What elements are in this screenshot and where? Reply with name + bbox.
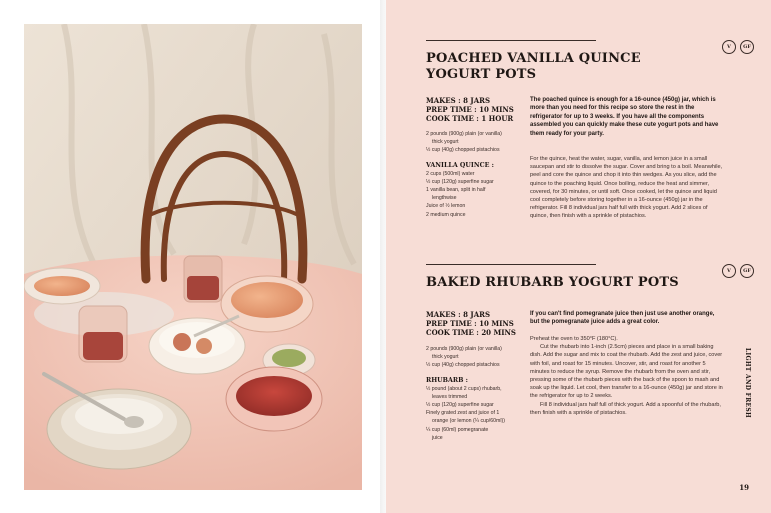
recipe-method: For the quince, heat the water, sugar, vanilla, and lemon juice in a small saucepan and stir to dissolve the sugar. Cover and bring to a boil. Meanwhile, peel and core the quince and chop it into thin wedges. As you slice, add the quince to the poaching liquid. Once boiling, reduce the heat and simmer, covered, for 30 minutes, or until soft. Once cooked, let the quince and liquid cool completely before storing together in a 16-ounce (450g) jar in the refrigerator. Fill 8 individual jars half full with thick yogurt. Add 2 slices of quince, then finish with a sprinkle of pistachios. xyxy=(530,156,723,220)
glass-bowl-rhubarb xyxy=(226,367,322,431)
page-number: 19 xyxy=(739,483,749,492)
ingredient-list xyxy=(426,130,518,219)
recipe-meta xyxy=(426,310,516,337)
glass-cup-back xyxy=(184,256,222,302)
ingredient-item: ½ cup (40g) chopped pistachios xyxy=(426,147,500,154)
recipe-meta xyxy=(426,96,514,123)
gluten-free-badge: GF xyxy=(740,40,754,54)
method-step: Fill 8 individual jars half full of thick yogurt. Add a spoonful of the rhubarb, then finish with a sprinkle of pistachios. xyxy=(530,401,721,416)
diet-badges xyxy=(722,40,754,54)
food-photo xyxy=(24,24,362,490)
ingredient-list xyxy=(426,345,518,442)
ingredient-item: Finely grated zest and juice of 1 xyxy=(426,410,500,417)
method-step: Preheat the oven to 350°F (180°C). xyxy=(530,336,618,342)
ingredient-item: Juice of ½ lemon xyxy=(426,203,466,210)
recipe-intro: If you can't find pomegranate juice then just use another orange, but the pomegranate juice adds a great color. xyxy=(530,311,715,326)
prep-time-label: PREP TIME : 10 MINS xyxy=(426,105,514,114)
ingredient-item: leaves trimmed xyxy=(432,393,468,400)
ingredient-item: ½ cup (40g) chopped pistachios xyxy=(426,362,500,369)
makes-label: MAKES : 8 JARS xyxy=(426,310,491,319)
right-page xyxy=(386,0,771,513)
ingredient-item: 2 cups (500ml) water xyxy=(426,170,475,177)
title-rule xyxy=(426,40,596,41)
ingredient-item: ½ cup (120g) superfine sugar xyxy=(426,402,494,409)
diet-badges xyxy=(722,264,754,278)
ingredient-item: 2 pounds (900g) plain (or vanilla) xyxy=(426,131,502,137)
recipe-poached-quince xyxy=(426,40,756,240)
recipe-intro: The poached quince is enough for a 16-ounce (450g) jar, which is more than you need for this recipe so store the rest in the refrigerator for up to 3 weeks. If you have all the components assembled you can quickly make these cute yogurt pots and have them ready for your party. xyxy=(530,97,719,137)
recipe-title: BAKED RHUBARB YOGURT POTS xyxy=(426,275,679,290)
recipe-title-line1: POACHED VANILLA QUINCE xyxy=(426,51,641,66)
ingredient-item: juice xyxy=(432,434,443,441)
vegetarian-badge: V xyxy=(722,264,736,278)
recipe-title-line2: YOGURT POTS xyxy=(426,67,537,82)
ingredient-subheading: RHUBARB : xyxy=(426,376,468,384)
ingredient-item: ½ cup (120g) superfine sugar xyxy=(426,178,494,185)
gluten-free-badge: GF xyxy=(740,264,754,278)
ingredient-item: orange (or lemon (¼ cup/60ml)) xyxy=(432,418,505,425)
ingredient-item: ½ pound (about 2 cups) rhubarb, xyxy=(426,385,502,392)
vegetarian-badge: V xyxy=(722,40,736,54)
ingredient-item: thick yogurt xyxy=(432,139,459,146)
cook-time-label: COOK TIME : 20 MINS xyxy=(426,328,516,337)
makes-label: MAKES : 8 JARS xyxy=(426,96,491,105)
photo-illustration xyxy=(24,24,362,490)
ingredient-item: 2 medium quince xyxy=(426,211,466,218)
ingredient-item: 2 pounds (900g) plain (or vanilla) xyxy=(426,346,502,352)
glass-bowl-left xyxy=(24,268,100,304)
ingredient-item: ¼ cup (60ml) pomegranate xyxy=(426,426,489,433)
section-side-label: LIGHT AND FRESH xyxy=(744,347,751,418)
title-rule xyxy=(426,264,596,265)
ingredient-item: thick yogurt xyxy=(432,354,459,361)
method-step: Cut the rhubarb into 1-inch (2.5cm) pieces and place in a small baking dish. Add the sugar and mix to coat the rhubarb. Add the zest and juice, cover with foil, and roast for 15 minutes. Uncover, stir, and roast for another 5 minutes to reduce the syrup. Remove the rhubarb from the oven and stir, pressing some of the rhubarb pieces with the back of the spoon to mash and soak up the liquid. Let cool, then transfer to a 16-ounce (450g) jar and store in the refrigerator for up to 2 weeks. xyxy=(530,344,723,400)
ingredient-subheading: VANILLA QUINCE : xyxy=(426,161,494,169)
recipe-baked-rhubarb xyxy=(426,264,756,464)
glass-bowl-quince xyxy=(221,276,313,332)
ingredient-item: lengthwise xyxy=(432,195,457,202)
prep-time-label: PREP TIME : 10 MINS xyxy=(426,319,514,328)
recipe-method xyxy=(530,335,724,417)
glass-cup-front xyxy=(79,306,127,362)
ingredient-item: 1 vanilla bean, split in half xyxy=(426,187,486,194)
cook-time-label: COOK TIME : 1 HOUR xyxy=(426,114,514,123)
